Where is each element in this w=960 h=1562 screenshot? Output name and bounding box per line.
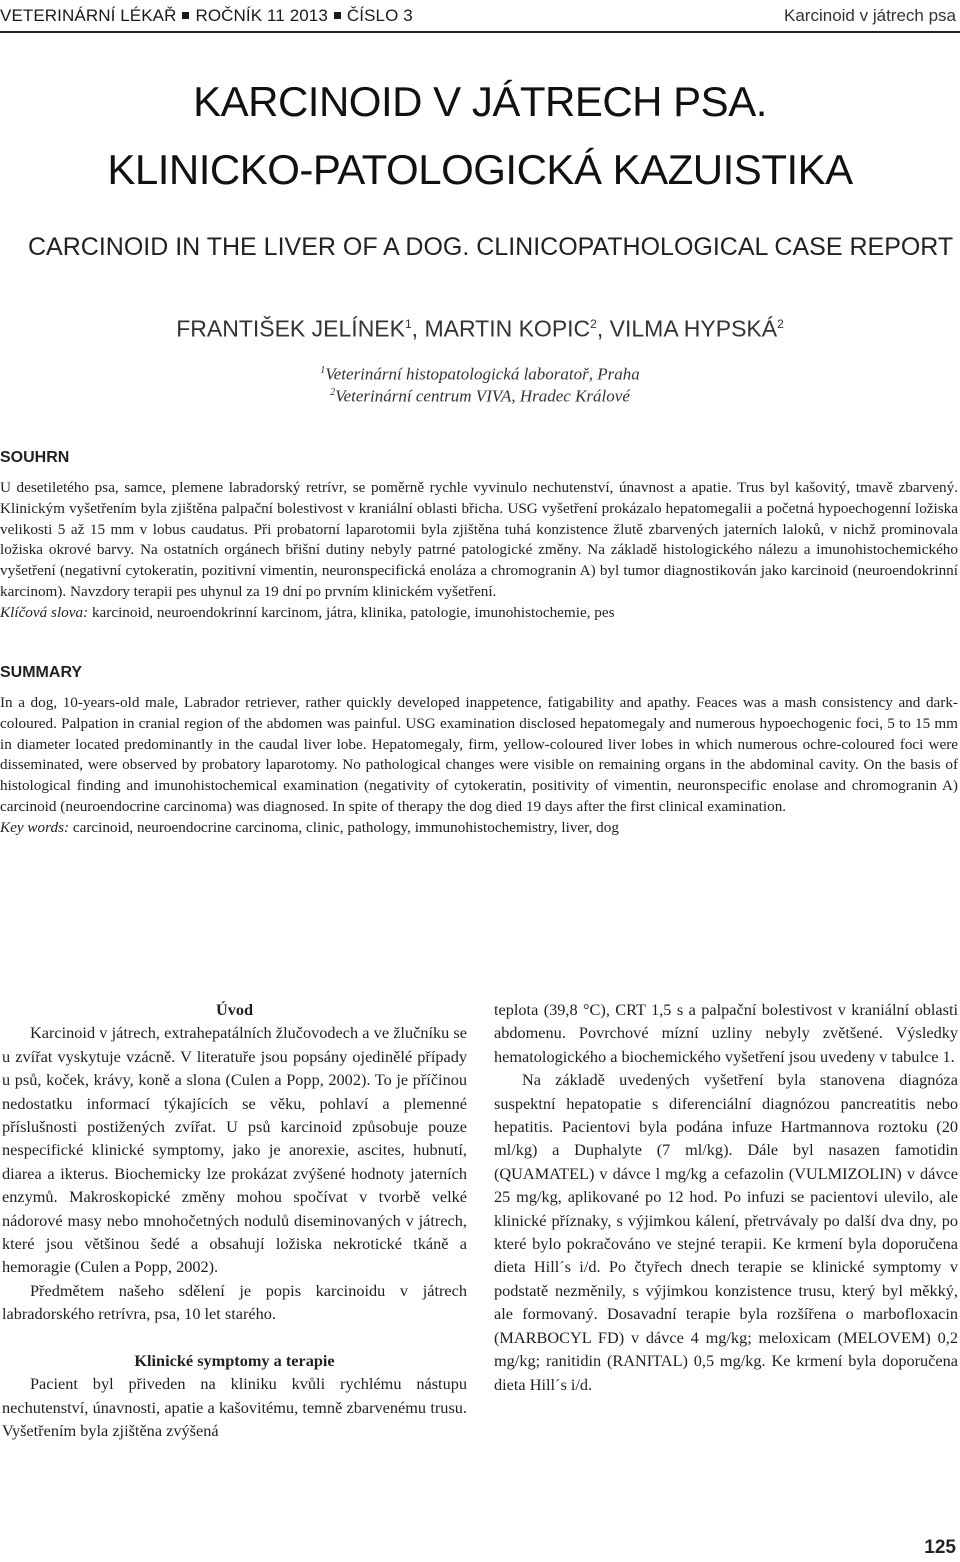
keywords-text: karcinoid, neuroendokrinní karcinom, játra, klinika, patologie, imunohistochemie, pes: [91, 603, 615, 621]
journal-name: VETERINÁRNÍ LÉKAŘ: [0, 6, 177, 25]
section-heading-clinical: Klinické symptomy a terapie: [134, 1351, 335, 1371]
keywords-label: Klíčová slova:: [0, 603, 89, 621]
paragraph: Karcinoid v játrech, extrahepatálních žlučovodech a ve žlučníku se u zvířat vyskytuje vzácně. V literatuře jsou popsány ojedinělé případy u psů, koček, krávy, koně a slona (Culen a Popp, 2002). To je příčinou nedostatku informací týkajících se věku, pohlaví a plemenné příslušnosti postižených zvířat. U psů karcinoid způsobuje pouze nespecifické klinické symptomy, jako je anorexie, ascites, hubnutí, diarea a ikterus. Biochemicky lze prokázat zvýšené hodnoty jaterních enzymů. Makroskopické změny mohou spočívat v tvorbě velké nádorové masy nebo mnohočetných nodulů diseminovaných v játrech, které jsou většinou šedé a obsahují ložiska nekrotické tkáně a hemoragie (Culen a Popp, 2002).: [2, 1023, 467, 1277]
affiliation: $^2$Veterinární centrum VIVA, Hradec Králové: [330, 386, 630, 406]
paragraph: Pacient byl přiveden na kliniku kvůli rychlému nástupu nechutenství, únavnosti, apatie a kašovitému, temně zbarvenému trusu. Vyšetřením byla zjištěna zvýšená: [2, 1374, 467, 1441]
paragraph: Na základě uvedených vyšetření byla stanovena diagnóza suspektní hepatopatie s diferenciální diagnózou pancreatitis nebo hepatitis. Pacientovi byla podána infuze Hartmannova roztoku (20 ml/kg) a Duphalyte (7 ml/kg). Dále byl nasazen famotidin (QUAMATEL) v dávce l mg/kg a cefazolin (VULMIZOLIN) v dávce 25 mg/kg, aplikované po 12 hod. Po infuzi se pacientovi ulevilo, ale klinické příznaky, s výjimkou kálení, přetrvávaly po další dva dny, po které bylo pokračováno ve stejné terapii. Ke krmení byla doporučena dieta Hill´s i/d. Po čtyřech dnech terapie se klinické symptomy v podstatě nezměnily, s výjimkou konzistence trusu, který byl měkký, ale formovaný. Dosavadní terapie byla rozšířena o marbofloxacin (MARBOCYL FD) v dávce 4 mg/kg; meloxicam (MELOVEM) 0,2 mg/kg; ranitidin (RANITAL) 0,5 mg/kg. Ke krmení byla doporučena dieta Hill´s i/d.: [494, 1070, 958, 1394]
souhrn-keywords: [0, 603, 958, 624]
body-column-right: [494, 998, 958, 1396]
authors: FRANTIŠEK JELÍNEK$^1$, MARTIN KOPIC$^2$, VILMA HYPSKÁ$^2$: [176, 315, 784, 342]
spacer: [2, 1326, 467, 1349]
author-affiliation-mark: 2: [590, 317, 597, 331]
keywords-text: carcinoid, neuroendocrine carcinoma, clinic, pathology, immunohistochemistry, liver, dog: [72, 818, 619, 836]
souhrn-heading: SOUHRN: [0, 449, 70, 466]
summary-heading: SUMMARY: [0, 664, 83, 681]
affiliation: $^1$Veterinární histopatologická laboratoř, Praha: [320, 364, 640, 384]
souhrn-text: U desetiletého psa, samce, plemene labradorský retrívr, se poměrně rychle vyvinulo nechutenství, únavnost a apatie. Trus byl kašovitý, tmavě zbarvený. Klinickým vyšetřením byla zjištěna palpační bolestivost v kraniální oblasti břicha. USG vyšetření prokázalo hepatomegalii a početná hypoechogenní ložiska velikosti 5 až 15 mm v lobus caudatus. Při probatorní laparotomii byla zjištěna tuhá konzistence žlutě zbarvených jaterních laloků, v nichž prominovala ložiska okrové barvy. Na ostatních orgánech břišní dutiny nebyly patrné patologické změny. Na základě histologického nálezu a imunohistochemického vyšetření (negativní cytokeratin, pozitivní vimentin, neuronspecifická enoláza a chromogranin A) byl tumor diagnostikován jako karcinoid (neuroendokrinní karcinom). Navzdory terapii pes uhynul za 19 dní po prvním klinickém vyšetření.: [0, 479, 958, 600]
author-affiliation-mark: 2: [777, 317, 784, 331]
volume: ROČNÍK 11: [195, 6, 285, 25]
author-name: FRANTIŠEK JELÍNEK: [176, 315, 405, 342]
summary-keywords: [0, 818, 958, 839]
running-header: [0, 4, 960, 28]
title-line-1: KARCINOID V JÁTRECH PSA.: [193, 78, 767, 125]
paragraph: teplota (39,8 °C), CRT 1,5 s a palpační bolestivost v kraniální oblasti abdomenu. Povrchové mízní uzliny nebyly zvětšené. Výsledky hematologického a biochemického vyšetření jsou uvedeny v tabulce 1.: [494, 1000, 958, 1066]
journal-info: [0, 4, 413, 28]
author-affiliation-mark: 1: [404, 317, 412, 331]
summary-abstract: [0, 693, 958, 839]
author-name: MARTIN KOPIC: [424, 315, 591, 342]
year: 2013: [289, 6, 328, 25]
keywords-label: Key words:: [0, 818, 70, 836]
summary-text: In a dog, 10-years-old male, Labrador retriever, rather quickly developed inappetence, fatigability and apathy. Feaces was a mash consistency and dark-coloured. Palpation in cranial region of the abdomen was painful. USG examination disclosed hepatomegaly and numerous hypoechogenic foci, 5 to 15 mm in diameter located predominantly in the caudal liver lobe. Hepatomegaly, firm, yellow-coloured liver lobes in which numerous ochre-coloured foci were disseminated, were observed by probatory laparotomy. No pathological changes were visible on remaining organs in the abdominal cavity. On the basis of histological finding and imunohistochemical examination (negativity of cytokeratin, positivity of vimentin, neuronspecific enolase and chromogranin A) carcinoid (neuroendocrine carcinoma) was diagnosed. In spite of therapy the dog died 19 days after the first clinical examination.: [0, 694, 958, 815]
author-name: VILMA HYPSKÁ: [609, 315, 778, 342]
body-column-left: [2, 998, 467, 1443]
paragraph: Předmětem našeho sdělení je popis karcinoidu v játrech labradorského retrívra, psa, 10 let starého.: [2, 1280, 467, 1324]
issue: ČÍSLO 3: [346, 6, 413, 25]
separator-square-icon: [334, 12, 341, 19]
souhrn-abstract: [0, 478, 958, 624]
section-heading-uvod: Úvod: [215, 1000, 254, 1019]
separator-square-icon: [182, 12, 189, 19]
title-line-2: KLINICKO-PATOLOGICKÁ KAZUISTIKA: [107, 146, 853, 193]
english-subtitle: CARCINOID IN THE LIVER OF A DOG. CLINICOPATHOLOGICAL CASE REPORT: [28, 233, 954, 261]
running-title: Karcinoid v játrech psa: [784, 6, 956, 25]
header-rule: [0, 31, 960, 33]
page-number: 125: [924, 1537, 956, 1558]
